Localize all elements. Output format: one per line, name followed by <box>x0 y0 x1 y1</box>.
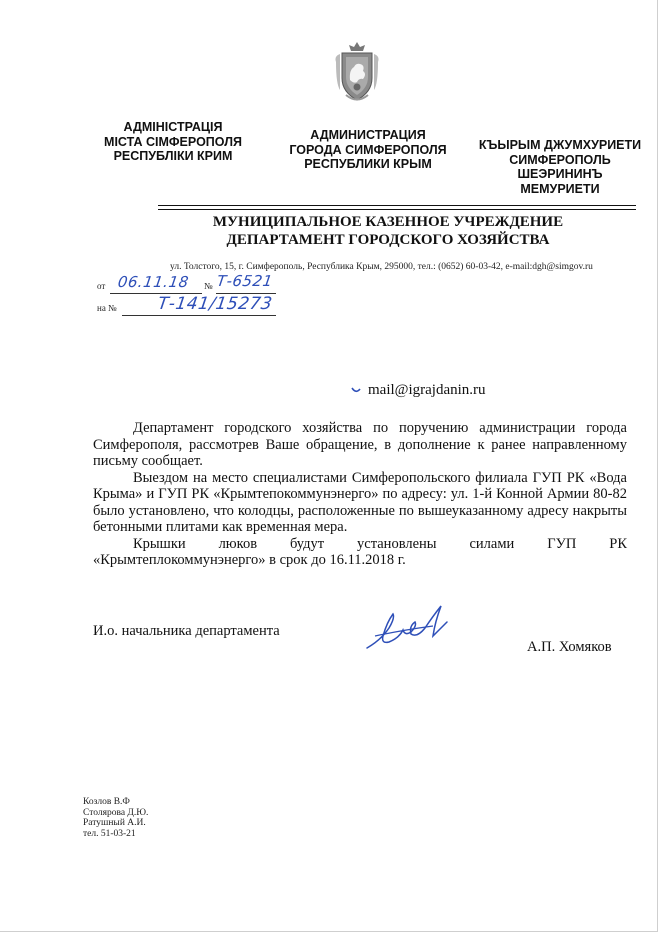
reply-to-label: на № <box>97 303 117 313</box>
handwritten-date: 06.11.18 <box>116 273 191 291</box>
body-paragraph: Департамент городского хозяйства по поручению администрации города Симферополя, рассмотрев Ваше обращение, в дополнение к ранее направленному письму сообщает. <box>93 420 627 469</box>
header-ukrainian: АДМІНІСТРАЦІЯ МІСТА СІМФЕРОПОЛЯ РЕСПУБЛІКИ КРИМ <box>104 120 242 163</box>
header-crimean-tatar: КЪЫРЫМ ДЖУМХУРИЕТИ СИМФЕРОПОЛЬ ШЕЭРИНИНЪ МЕМУРИЕТИ <box>478 138 642 196</box>
coat-of-arms-icon <box>332 40 382 104</box>
reply-to-line <box>122 315 276 316</box>
header-russian: АДМИНИСТРАЦИЯ ГОРОДА СИМФЕРОПОЛЯ РЕСПУБЛИКИ КРЫМ <box>289 128 447 171</box>
executors-list <box>83 797 148 839</box>
letter-body <box>93 420 627 569</box>
organization-address: ул. Толстого, 15, г. Симферополь, Республика Крым, 295000, тел.: (0652) 60-03-42, e-mail:dgh@simgov.ru <box>170 262 593 272</box>
body-paragraph: Выездом на место специалистами Симферопольского филиала ГУП РК «Вода Крыма» и ГУП РК «Крымтепокоммунэнерго» по адресу: ул. 1-й Конной Армии 80-82 было установлено, что колодцы, расположенные по вышеуказанному адресу накрыты бетонными плитами как временная мера. <box>93 469 627 535</box>
date-label: от <box>97 281 106 291</box>
header-rule <box>158 205 636 206</box>
handwritten-signature <box>363 600 473 654</box>
number-label: № <box>204 281 213 291</box>
handwritten-reply-number: Т-141/15273 <box>156 294 274 314</box>
mark-icon <box>351 386 361 394</box>
body-paragraph: Крышки люков будут установлены силами ГУП РК «Крымтеплокоммунэнерго» в срок до 16.11.2018 г. <box>93 535 627 568</box>
recipient-email: mail@igrajdanin.ru <box>368 382 486 398</box>
signatory-title: И.о. начальника департамента <box>93 623 280 639</box>
organization-name: МУНИЦИПАЛЬНОЕ КАЗЕННОЕ УЧРЕЖДЕНИЕ ДЕПАРТАМЕНТ ГОРОДСКОГО ХОЗЯЙСТВА <box>212 214 564 248</box>
signatory-name: А.П. Хомяков <box>527 639 612 655</box>
header-rule-thin <box>158 209 636 210</box>
executor: Столярова Д.Ю. <box>83 807 149 818</box>
handwritten-number: Т-6521 <box>215 272 275 290</box>
executor-phone: тел. 51-03-21 <box>83 828 136 839</box>
executor: Козлов В.Ф <box>83 797 130 807</box>
executor: Ратушный А.И. <box>83 818 146 828</box>
